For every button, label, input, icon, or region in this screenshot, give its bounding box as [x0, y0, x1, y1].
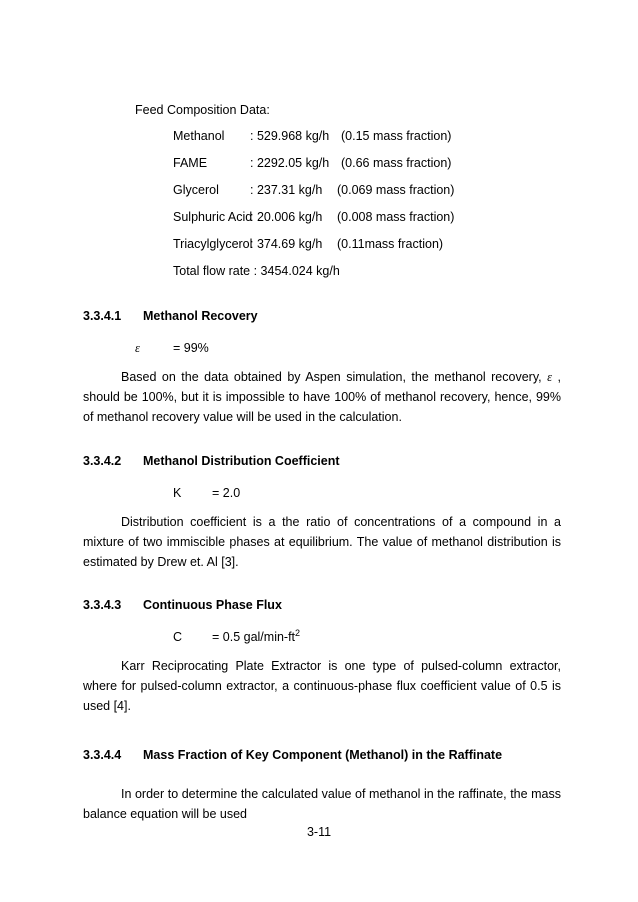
feed-title: Feed Composition Data: [135, 103, 270, 117]
k-symbol: K [173, 486, 182, 500]
recovery-value: = 99% [173, 341, 209, 355]
section-number: 3.3.4.3 [83, 598, 122, 612]
feed-row-fraction: (0.069 mass fraction) [337, 183, 455, 197]
feed-row-name: Triacylglycerol [173, 237, 253, 251]
paragraph-text: Based on the data obtained by Aspen simulation, the methanol recovery, [121, 370, 542, 384]
flux-paragraph [83, 656, 561, 716]
distribution-paragraph [83, 512, 561, 572]
c-value [212, 627, 301, 644]
feed-row-name: Sulphuric Acid [173, 210, 253, 224]
feed-row-value: : 2292.05 kg/h [250, 156, 330, 170]
section-title: Methanol Distribution Coefficient [143, 454, 340, 468]
feed-row-value: : 237.31 kg/h [250, 183, 323, 197]
section-title: Continuous Phase Flux [143, 598, 282, 612]
feed-row-name: Methanol [173, 129, 225, 143]
page-number: 3-11 [306, 825, 332, 839]
paragraph-text: Distribution coefficient is a the ratio of concentrations of a compound in a mixture of two immiscible phases at equilibrium. The value of methanol distribution is estimated by Drew et. Al [3]. [83, 515, 561, 569]
paragraph-text: In order to determine the calculated value of methanol in the raffinate, the mass balance equation will be used [83, 787, 561, 821]
feed-row-value: : 529.968 kg/h [250, 129, 330, 143]
feed-row-name: Glycerol [173, 183, 219, 197]
feed-row-fraction: (0.11mass fraction) [337, 237, 444, 251]
c-value-text: = 0.5 gal/min-ft [212, 630, 296, 644]
epsilon-symbol-inline: ε [547, 370, 553, 384]
recovery-paragraph [83, 367, 561, 427]
c-value-superscript: 2 [295, 627, 301, 638]
feed-total: Total flow rate : 3454.024 kg/h [173, 264, 340, 278]
feed-row-fraction: (0.66 mass fraction) [341, 156, 452, 170]
section-number: 3.3.4.1 [83, 309, 122, 323]
feed-row-name: FAME [173, 156, 208, 170]
feed-row-fraction: (0.15 mass fraction) [341, 129, 452, 143]
k-value: = 2.0 [212, 486, 241, 500]
section-number: 3.3.4.4 [83, 748, 122, 762]
paragraph-text: , should be 100%, but it is impossible to have 100% of methanol recovery, hence, 99% of methanol recovery value will be used in the calculation. [83, 370, 561, 424]
raffinate-paragraph [83, 784, 561, 824]
c-symbol: C [173, 630, 183, 644]
paragraph-text: Karr Reciprocating Plate Extractor is one type of pulsed-column extractor, where for pulsed-column extractor, a continuous-phase flux coefficient value of 0.5 is used [4]. [83, 659, 561, 713]
section-title: Methanol Recovery [143, 309, 258, 323]
feed-row-value: : 20.006 kg/h [250, 210, 323, 224]
epsilon-symbol: ε [135, 341, 140, 355]
section-number: 3.3.4.2 [83, 454, 122, 468]
section-title: Mass Fraction of Key Component (Methanol) in the Raffinate [143, 748, 503, 762]
feed-row-fraction: (0.008 mass fraction) [337, 210, 455, 224]
feed-row-value: : 374.69 kg/h [250, 237, 323, 251]
